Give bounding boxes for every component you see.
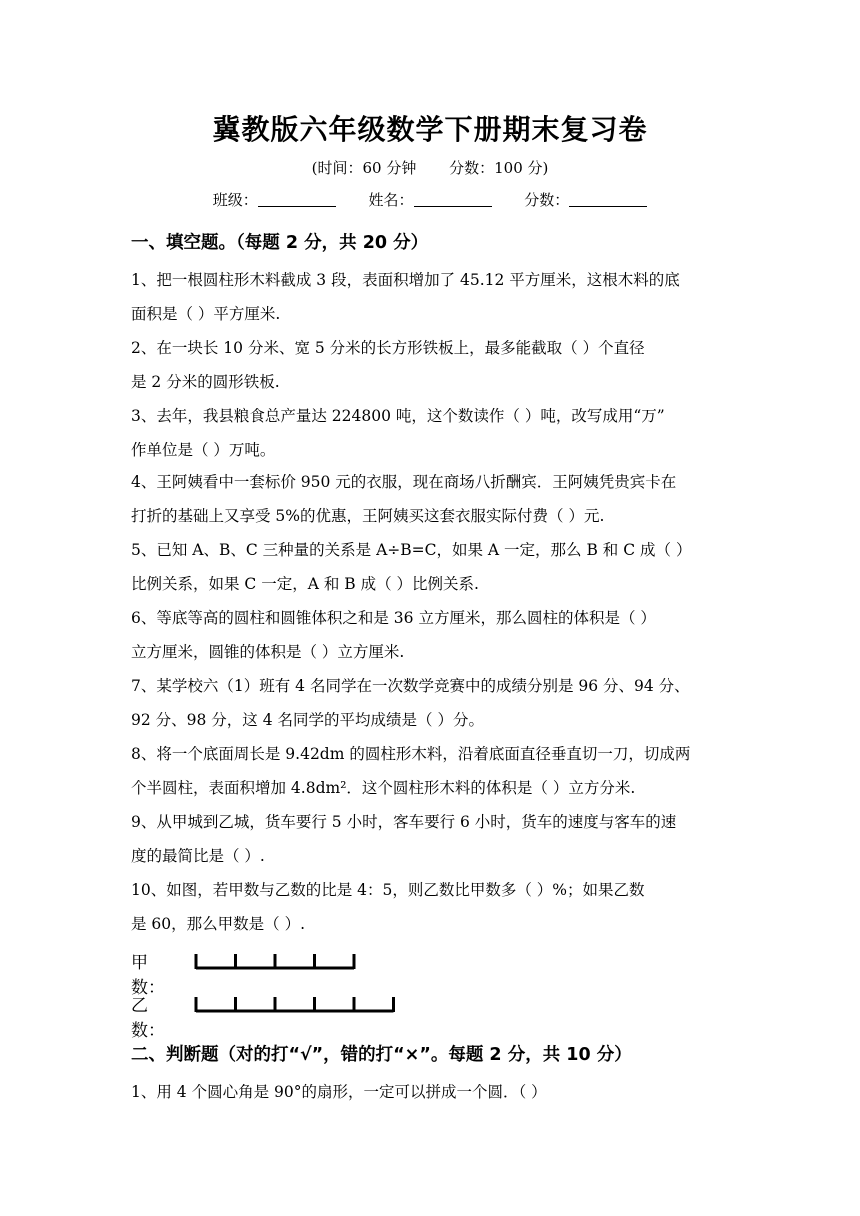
question-line: 1、把一根圆柱形木料截成 3 段，表面积增加了 45.12 平方厘米，这根木料的底 [131, 271, 680, 289]
name-label: 姓名： [368, 191, 414, 209]
question-line: 7、某学校六（1）班有 4 名同学在一次数学竞赛中的成绩分别是 96 分、94 分、 [131, 677, 690, 695]
student-info-row [0, 189, 860, 210]
question-1-8 [131, 737, 731, 805]
name-field [368, 189, 491, 210]
question-1-7 [131, 669, 731, 737]
question-line: 立方厘米，圆锥的体积是（ ）立方厘米. [131, 643, 405, 661]
question-1-2 [131, 331, 731, 399]
section1-heading: 一、填空题。（每题 2 分，共 20 分） [131, 233, 429, 253]
section2-heading: 二、判断题（对的打“√”，错的打“×”。每题 2 分，共 10 分） [131, 1045, 632, 1065]
question-line: 8、将一个底面周长是 9.42dm 的圆柱形木料，沿着底面直径垂直切一刀，切成两 [131, 745, 691, 763]
question-1-1 [131, 263, 731, 331]
page-title: 冀教版六年级数学下册期末复习卷 [212, 113, 648, 146]
yi-segment-bar [194, 993, 434, 1017]
question-line: 比例关系，如果 C 一定，A 和 B 成（ ）比例关系. [131, 575, 479, 593]
question-line: 打折的基础上又享受 5%的优惠，王阿姨买这套衣服实际付费（ ）元. [131, 507, 605, 525]
question-line: 面积是（ ）平方厘米. [131, 305, 281, 323]
exam-time: (时间：60 分钟 [311, 159, 417, 177]
question-line: 2、在一块长 10 分米、宽 5 分米的长方形铁板上，最多能截取（ ）个直径 [131, 339, 645, 357]
jia-segment-bar [194, 950, 434, 974]
yi-label: 乙数： [131, 996, 165, 1041]
question-line: 3、去年，我县粮食总产量达 224800 吨，这个数读作（ ）吨，改写成用“万” [131, 407, 665, 425]
class-field [213, 189, 336, 210]
question-1-4 [131, 465, 731, 533]
question-line: 10、如图，若甲数与乙数的比是 4：5，则乙数比甲数多（ ）%；如果乙数 [131, 881, 645, 899]
class-label: 班级： [212, 191, 258, 209]
question-1-5 [131, 533, 731, 601]
question-line: 5、已知 A、B、C 三种量的关系是 A÷B=C，如果 A 一定，那么 B 和 C 成（ ） [131, 541, 692, 559]
question-line: 是 2 分米的圆形铁板. [131, 373, 280, 391]
question-1-9 [131, 805, 731, 873]
exam-meta [0, 157, 860, 178]
question-line: 9、从甲城到乙城，货车要行 5 小时，客车要行 6 小时，货车的速度与客车的速 [131, 813, 677, 831]
question-2-1 [131, 1075, 731, 1109]
question-line: 个半圆柱，表面积增加 4.8dm²．这个圆柱形木料的体积是（ ）立方分米. [131, 779, 636, 797]
question-line: 92 分、98 分，这 4 名同学的平均成绩是（ ）分。 [131, 711, 484, 729]
score-blank[interactable] [569, 192, 647, 207]
class-blank[interactable] [258, 192, 336, 207]
question-line: 1、用 4 个圆心角是 90°的扇形，一定可以拼成一个圆．（ ） [131, 1083, 547, 1101]
score-field [524, 189, 647, 210]
question-line: 是 60，那么甲数是（ ）. [131, 915, 306, 933]
question-1-10 [131, 873, 731, 941]
question-line: 度的最简比是（ ）. [131, 847, 265, 865]
question-line: 4、王阿姨看中一套标价 950 元的衣服，现在商场八折酬宾．王阿姨凭贵宾卡在 [131, 473, 677, 491]
question-line: 6、等底等高的圆柱和圆锥体积之和是 36 立方厘米，那么圆柱的体积是（ ） [131, 609, 656, 627]
question-1-3 [131, 399, 731, 467]
jia-label: 甲数： [131, 953, 165, 998]
question-1-6 [131, 601, 731, 669]
name-blank[interactable] [414, 192, 492, 207]
score-label: 分数： [524, 191, 570, 209]
question-line: 作单位是（ ）万吨。 [131, 441, 276, 459]
exam-total-score: 分数：100 分) [449, 159, 549, 177]
